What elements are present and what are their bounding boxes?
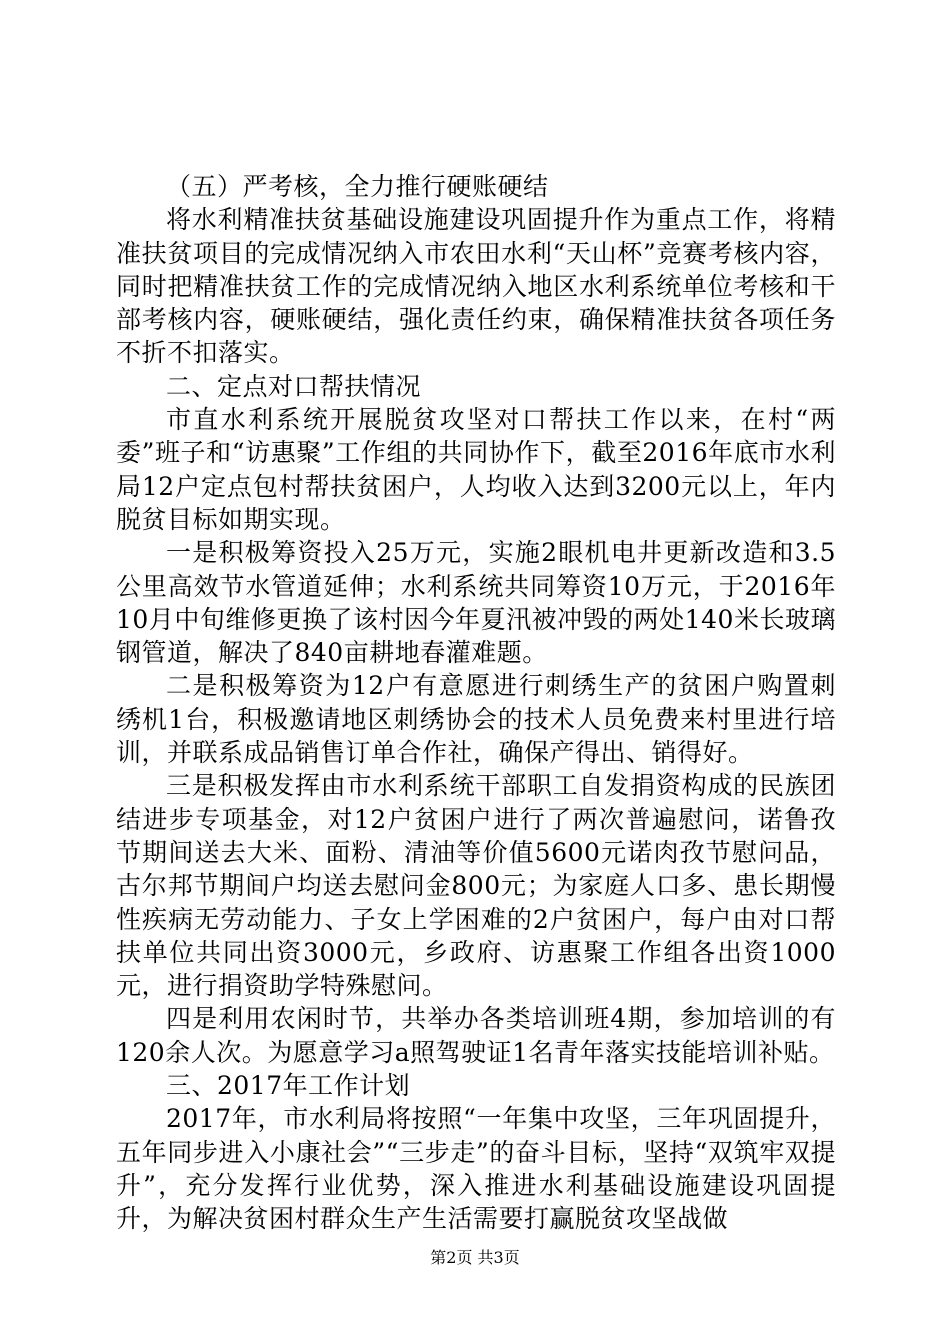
paragraph: 市直水利系统开展脱贫攻坚对口帮扶工作以来，在村“两委”班子和“访惠聚”工作组的共同协作下，截至2016年底市水利局12户定点包村帮扶贫困户，人均收入达到3200元以上，年内脱贫目标如期实现。 [116,405,836,534]
paragraph: 二是积极筹资为12户有意愿进行刺绣生产的贫困户购置刺绣机1台，积极邀请地区刺绣协会的技术人员免费来村里进行培训，并联系成品销售订单合作社，确保产得出、销得好。 [116,671,836,768]
paragraph: 2017年，市水利局将按照“一年集中攻坚，三年巩固提升，五年同步进入小康社会”“三步走”的奋斗目标，坚持“双筑牢双提升”，充分发挥行业优势，深入推进水利基础设施建设巩固提升，为解决贫困村群众生产生活需要打赢脱贫攻坚战做 [116,1104,836,1234]
section-heading-five: （五）严考核，全力推行硬账硬结 [166,172,549,201]
document-body [116,170,836,1236]
paragraph: 将水利精准扶贫基础设施建设巩固提升作为重点工作，将精准扶贫项目的完成情况纳入市农田水利“天山杯”竞赛考核内容，同时把精准扶贫工作的完成情况纳入地区水利系统单位考核和干部考核内容，硬账硬结，强化责任约束，确保精准扶贫各项任务不折不扣落实。 [116,205,836,368]
page-number-footer: 第2页 共3页 [430,1248,520,1267]
section-heading-three: 三、2017年工作计划 [166,1071,411,1101]
section-heading-two: 二、定点对口帮扶情况 [166,371,422,401]
paragraph: 一是积极筹资投入25万元，实施2眼机电井更新改造和3.5公里高效节水管道延伸；水利系统共同筹资10万元，于2016年10月中旬维修更换了该村因今年夏汛被冲毁的两处140米长玻璃钢管道，解决了840亩耕地春灌难题。 [116,538,836,668]
paragraph: 三是积极发挥由市水利系统干部职工自发捐资构成的民族团结进步专项基金，对12户贫困户进行了两次普遍慰问，诺鲁孜节期间送去大米、面粉、清油等价值5600元诺肉孜节慰问品，古尔邦节期间户均送去慰问金800元；为家庭人口多、患长期慢性疾病无劳动能力、子女上学困难的2户贫困户，每户由对口帮扶单位共同出资3000元，乡政府、访惠聚工作组各出资1000元，进行捐资助学特殊慰问。 [116,771,836,1001]
paragraph: 四是利用农闲时节，共举办各类培训班4期，参加培训的有120余人次。为愿意学习a照驾驶证1名青年落实技能培训补贴。 [116,1004,836,1067]
